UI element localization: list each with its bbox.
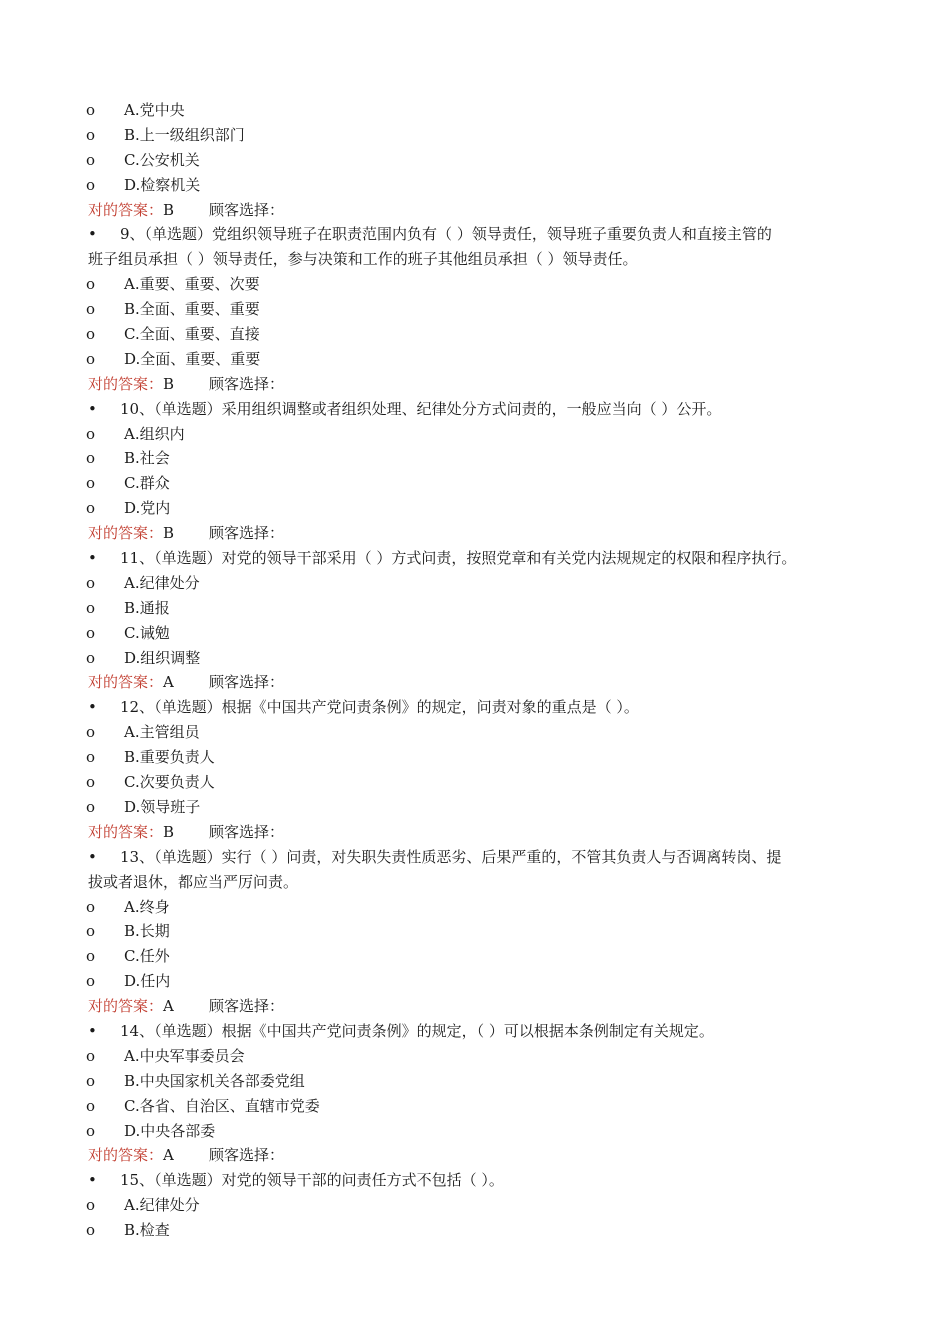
- question-text: 班子组员承担（ ）领导责任，参与决策和工作的班子其他组员承担（ ）领导责任。: [88, 250, 638, 269]
- question-line: [0, 546, 950, 571]
- option-text: A.重要、重要、次要: [124, 275, 260, 294]
- question-line: [0, 1168, 950, 1193]
- answer-label: 对的答案：: [88, 822, 164, 841]
- question-continuation: [0, 247, 950, 272]
- option-marker: o: [86, 1096, 96, 1115]
- option-text: B.全面、重要、重要: [124, 300, 260, 319]
- option-text: B.社会: [124, 449, 170, 468]
- option-marker: o: [86, 1121, 96, 1140]
- option-line: [0, 471, 950, 496]
- customer-choice-label: 顾客选择：: [209, 524, 285, 543]
- option-line: [0, 422, 950, 447]
- option-marker: o: [86, 499, 96, 518]
- option-line: [0, 1119, 950, 1144]
- answer-line: [0, 1143, 950, 1168]
- option-line: [0, 1069, 950, 1094]
- option-marker: o: [86, 300, 96, 319]
- option-text: D.任内: [124, 972, 171, 991]
- option-line: [0, 496, 950, 521]
- question-line: [0, 695, 950, 720]
- option-text: B.上一级组织部门: [124, 125, 245, 144]
- question-line: [0, 1019, 950, 1044]
- option-marker: o: [86, 748, 96, 767]
- option-text: C.任外: [124, 947, 170, 966]
- option-text: D.组织调整: [124, 648, 201, 667]
- option-marker: o: [86, 797, 96, 816]
- question-bullet: •: [88, 698, 97, 717]
- option-line: [0, 720, 950, 745]
- option-marker: o: [86, 1046, 96, 1065]
- answer-line: [0, 670, 950, 695]
- option-line: [0, 795, 950, 820]
- option-line: [0, 969, 950, 994]
- option-marker: o: [86, 723, 96, 742]
- option-text: D.全面、重要、重要: [124, 349, 261, 368]
- customer-choice-label: 顾客选择：: [209, 374, 285, 393]
- question-bullet: •: [88, 225, 97, 244]
- answer-line: [0, 994, 950, 1019]
- option-marker: o: [86, 972, 96, 991]
- option-text: C.全面、重要、直接: [124, 325, 260, 344]
- option-text: A.终身: [124, 897, 170, 916]
- question-bullet: •: [88, 549, 97, 568]
- option-line: [0, 646, 950, 671]
- option-marker: o: [86, 1221, 96, 1240]
- option-text: A.纪律处分: [124, 573, 200, 592]
- customer-choice-label: 顾客选择：: [209, 997, 285, 1016]
- answer-label: 对的答案：: [88, 1146, 164, 1165]
- customer-choice-label: 顾客选择：: [209, 822, 285, 841]
- option-marker: o: [86, 474, 96, 493]
- option-marker: o: [86, 275, 96, 294]
- option-line: [0, 148, 950, 173]
- question-continuation: [0, 870, 950, 895]
- option-text: B.中央国家机关各部委党组: [124, 1071, 305, 1090]
- answer-label: 对的答案：: [88, 374, 164, 393]
- option-line: [0, 1218, 950, 1243]
- document-body: [0, 98, 950, 1243]
- answer-value: A: [163, 1146, 174, 1165]
- option-marker: o: [86, 623, 96, 642]
- option-line: [0, 297, 950, 322]
- option-marker: o: [86, 773, 96, 792]
- option-text: C.各省、自治区、直辖市党委: [124, 1096, 320, 1115]
- option-text: C.次要负责人: [124, 773, 215, 792]
- option-line: [0, 173, 950, 198]
- question-text: 10、（单选题）采用组织调整或者组织处理、纪律处分方式问责的，一般应当向（ ）公开。: [120, 399, 722, 418]
- option-marker: o: [86, 150, 96, 169]
- answer-line: [0, 820, 950, 845]
- answer-label: 对的答案：: [88, 997, 164, 1016]
- answer-value: B: [163, 200, 175, 219]
- customer-choice-label: 顾客选择：: [209, 1146, 285, 1165]
- question-text: 15、（单选题）对党的领导干部的问责任方式不包括（ ）。: [120, 1171, 504, 1190]
- option-line: [0, 446, 950, 471]
- question-bullet: •: [88, 1171, 97, 1190]
- question-line: [0, 222, 950, 247]
- option-text: A.纪律处分: [124, 1196, 200, 1215]
- option-marker: o: [86, 1196, 96, 1215]
- option-marker: o: [86, 573, 96, 592]
- answer-label: 对的答案：: [88, 673, 164, 692]
- option-line: [0, 322, 950, 347]
- answer-line: [0, 521, 950, 546]
- question-line: [0, 845, 950, 870]
- option-line: [0, 347, 950, 372]
- answer-label: 对的答案：: [88, 524, 164, 543]
- option-line: [0, 98, 950, 123]
- option-marker: o: [86, 125, 96, 144]
- question-text: 13、（单选题）实行（ ）问责，对失职失责性质恶劣、后果严重的，不管其负责人与否调离转岗、提: [120, 847, 782, 866]
- option-line: [0, 123, 950, 148]
- option-marker: o: [86, 947, 96, 966]
- question-line: [0, 397, 950, 422]
- option-line: [0, 621, 950, 646]
- option-line: [0, 1193, 950, 1218]
- option-marker: o: [86, 598, 96, 617]
- option-line: [0, 895, 950, 920]
- option-text: D.中央各部委: [124, 1121, 216, 1140]
- answer-value: A: [163, 997, 174, 1016]
- option-text: A.主管组员: [124, 723, 200, 742]
- option-text: D.党内: [124, 499, 171, 518]
- option-marker: o: [86, 424, 96, 443]
- question-text: 11、（单选题）对党的领导干部采用（ ）方式问责，按照党章和有关党内法规规定的权限和程序执行。: [120, 549, 797, 568]
- option-marker: o: [86, 325, 96, 344]
- customer-choice-label: 顾客选择：: [209, 673, 285, 692]
- answer-value: B: [163, 822, 175, 841]
- customer-choice-label: 顾客选择：: [209, 200, 285, 219]
- option-line: [0, 571, 950, 596]
- option-marker: o: [86, 648, 96, 667]
- answer-value: B: [163, 524, 175, 543]
- answer-line: [0, 198, 950, 223]
- option-line: [0, 919, 950, 944]
- option-text: B.长期: [124, 922, 170, 941]
- option-text: A.党中央: [124, 101, 185, 119]
- question-bullet: •: [88, 399, 97, 418]
- option-marker: o: [86, 922, 96, 941]
- option-marker: o: [86, 175, 96, 194]
- option-text: D.领导班子: [124, 797, 201, 816]
- option-text: A.中央军事委员会: [124, 1046, 245, 1065]
- option-text: B.检查: [124, 1221, 170, 1240]
- option-line: [0, 596, 950, 621]
- question-text: 12、（单选题）根据《中国共产党问责条例》的规定，问责对象的重点是（ ）。: [120, 698, 639, 717]
- question-text: 14、（单选题）根据《中国共产党问责条例》的规定，（ ）可以根据本条例制定有关规定。: [120, 1021, 714, 1040]
- question-bullet: •: [88, 1021, 97, 1040]
- option-line: [0, 745, 950, 770]
- option-marker: o: [86, 349, 96, 368]
- answer-value: B: [163, 374, 175, 393]
- answer-label: 对的答案：: [88, 200, 164, 219]
- option-line: [0, 1044, 950, 1069]
- option-marker: o: [86, 449, 96, 468]
- option-line: [0, 1094, 950, 1119]
- option-text: B.通报: [124, 598, 170, 617]
- option-line: [0, 272, 950, 297]
- option-line: [0, 770, 950, 795]
- option-text: C.诫勉: [124, 623, 170, 642]
- question-text: 拔或者退休，都应当严厉问责。: [88, 872, 299, 891]
- answer-line: [0, 372, 950, 397]
- option-marker: o: [86, 101, 96, 119]
- option-marker: o: [86, 1071, 96, 1090]
- option-text: C.群众: [124, 474, 170, 493]
- answer-value: A: [163, 673, 174, 692]
- option-text: B.重要负责人: [124, 748, 215, 767]
- question-bullet: •: [88, 847, 97, 866]
- question-text: 9、（单选题）党组织领导班子在职责范围内负有（ ）领导责任，领导班子重要负责人和直接主管的: [120, 225, 772, 244]
- option-text: D.检察机关: [124, 175, 201, 194]
- option-text: C.公安机关: [124, 150, 200, 169]
- option-line: [0, 944, 950, 969]
- option-marker: o: [86, 897, 96, 916]
- option-text: A.组织内: [124, 424, 185, 443]
